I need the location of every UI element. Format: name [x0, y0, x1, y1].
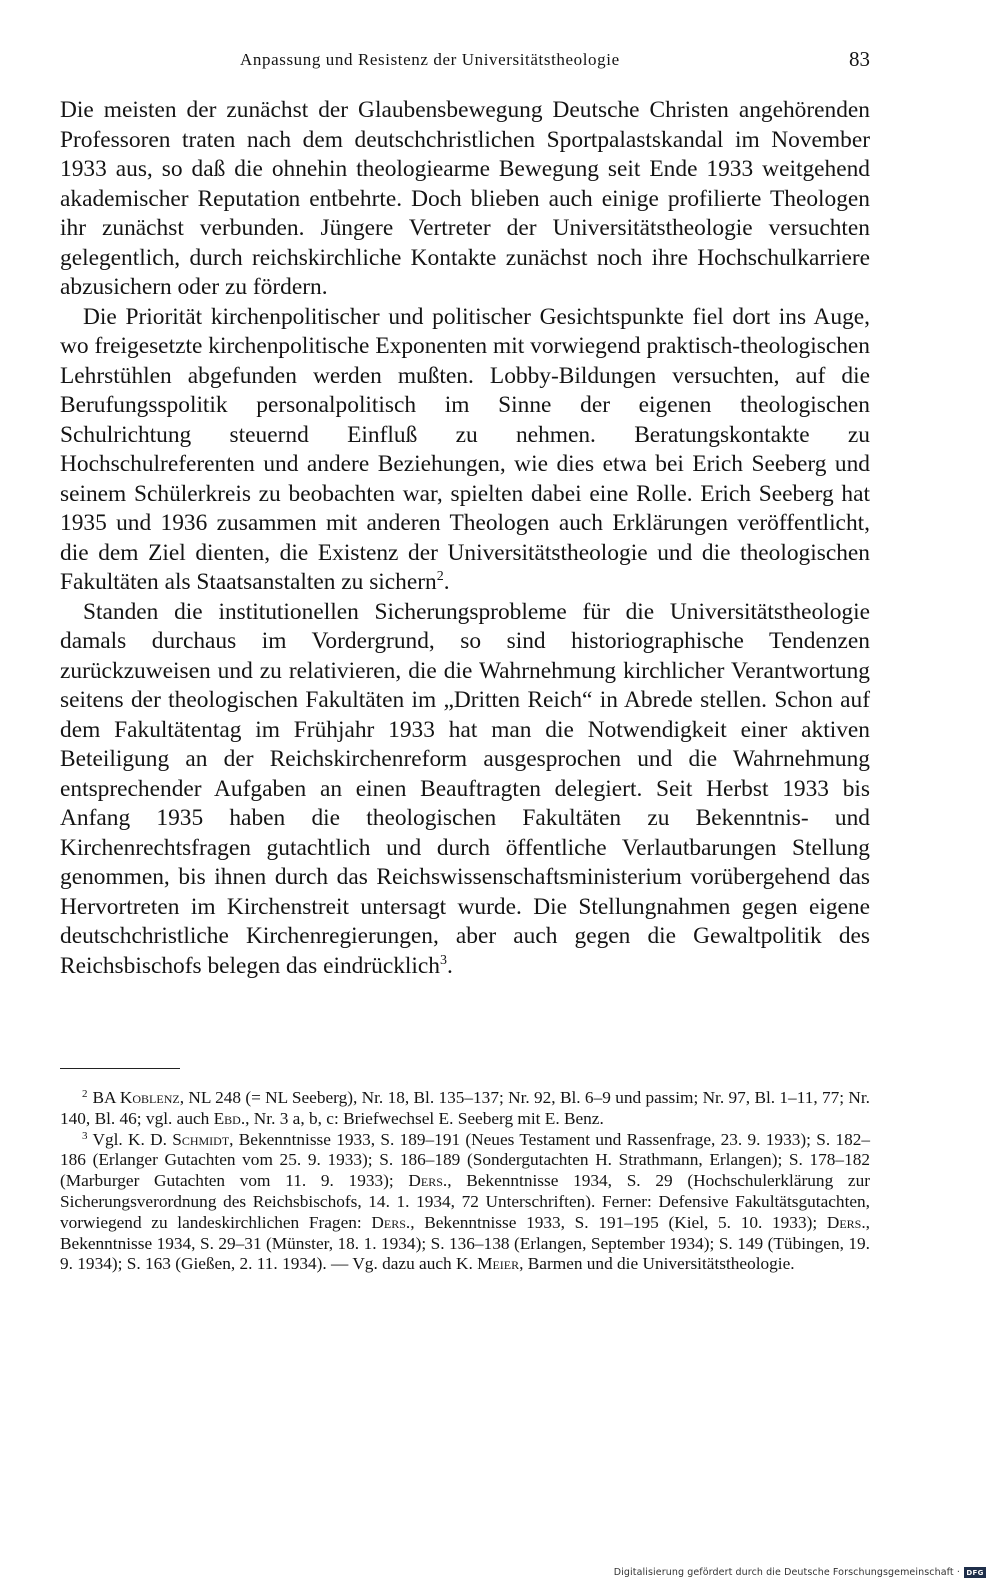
footnote-3-text: , Bekenntnisse 1934, S. 29 (Hochschulerklärung zur Sicherungsverordnung des Reichsbischofs, 14. 1. 1934, 72 Unterschriften). Ferner: Defensive Fakultätsgutachten, vorwiegend zu landeskirchlichen Fragen:	[60, 1171, 870, 1232]
digitization-credit-text: Digitalisierung gefördert durch die Deutsche Forschungsgemeinschaft ·	[613, 1567, 960, 1578]
paragraph-3	[60, 598, 870, 982]
dfg-logo: DFG	[964, 1567, 986, 1578]
footnote-3-text: , Bekenntnisse 1933, S. 191–195 (Kiel, 5. 10. 1933);	[410, 1212, 827, 1232]
footnote-2-text: BA	[92, 1088, 120, 1107]
footnote-3-text: Vgl. K. D.	[92, 1129, 173, 1149]
footnote-3-text: , Bekenntnisse 1934, S. 29–31 (Münster, 18. 1. 1934); S. 136–138 (Erlangen, September 1934); S. 149 (Tübingen, 19. 9. 1934); S. 163 (Gießen, 2. 11. 1934). — Vg. dazu auch K.	[60, 1212, 870, 1274]
running-header	[60, 47, 870, 77]
footnote-2-mark: 2	[82, 1088, 88, 1100]
paragraph-3-end: .	[446, 952, 453, 979]
footnote-3-author: Schmidt	[172, 1129, 230, 1149]
footnote-2-text: , NL 248 (= NL Seeberg), Nr. 18, Bl. 135–137; Nr. 92, Bl. 6–9 und passim; Nr. 97, Bl. 1–11, 77; Nr. 140, Bl. 46; vgl. auch	[60, 1088, 871, 1128]
footnote-3-ders: Ders.	[408, 1171, 448, 1191]
paragraph-1	[60, 96, 870, 303]
footnote-3	[60, 1130, 870, 1276]
main-text	[60, 96, 870, 981]
footnote-2	[60, 1088, 870, 1130]
footnote-3-author: Meier	[477, 1254, 520, 1274]
footnote-3-ders: Ders.	[826, 1212, 866, 1232]
footnote-2-text: , Nr. 3 a, b, c: Briefwechsel E. Seeberg mit E. Benz.	[245, 1108, 604, 1128]
paragraph-2-end: .	[443, 569, 450, 595]
footnote-2-ebd: Ebd.	[213, 1108, 246, 1128]
footnote-divider	[60, 1068, 180, 1069]
footnote-3-text: , Bekenntnisse 1933, S. 189–191 (Neues Testament und Rassenfrage, 23. 9. 1933); S. 182–186 (Erlanger Gutachten vom 25. 9. 1933); S. 186–189 (Sondergutachten H. Strathmann, Erlangen); S. 178–182 (Marburger Gutachten vom 11. 9. 1933);	[60, 1129, 870, 1191]
paragraph-2-text: Die Priorität kirchenpolitischer und politischer Gesichtspunkte fiel dort ins Auge, wo freigesetzte kirchenpolitische Exponenten mit vorwiegend praktisch-theologischen Lehrstühlen abgefunden werden mußten. Lobby-Bildungen versuchten, auf die Berufungsspolitik personalpolitisch im Sinne der eigenen theologischen Schulrichtung steuernd Einfluß zu nehmen. Beratungskontakte zu Hochschulreferenten und andere Beziehungen, wie dies etwa bei Erich Seeberg und seinem Schülerkreis zu beobachten war, spielten dabei eine Rolle. Erich Seeberg hat 1935 und 1936 zusammen mit anderen Theologen auch Erklärungen veröffentlicht, die dem Ziel dienten, die Existenz der Universitätstheologie und die theologischen Fakultäten als Staatsanstalten zu sichern	[60, 303, 870, 595]
running-title: Anpassung und Resistenz der Universitätstheologie	[240, 50, 620, 69]
footnote-3-text: , Barmen und die Universitätstheologie.	[519, 1254, 795, 1274]
footnote-ref-3[interactable]: 3	[439, 952, 447, 968]
paragraph-3-text: Standen die institutionellen Sicherungsprobleme für die Universitätstheologie damals durchaus im Vordergrund, so sind historiographische Tendenzen zurückzuweisen und zu relativieren, die die Wahrnehmung kirchlicher Verantwortung seitens der theologischen Fakultäten im „Dritten Reich“ in Abrede stellen. Schon auf dem Fakultätentag im Frühjahr 1933 hat man die Notwendigkeit einer aktiven Beteiligung an der Reichskirchenreform ausgesprochen und die Wahrnehmung entsprechender Aufgaben an einen Beauftragten delegiert. Seit Herbst 1933 bis Anfang 1935 haben die theologischen Fakultäten zu Bekenntnis- und Kirchenrechtsfragen gutachtlich und durch öffentliche Verlautbarungen Stellung genommen, bis ihnen durch das Reichswissenschaftsministerium vorübergehend das Hervortreten im Kirchenstreit untersagt wurde. Die Stellungnahmen gegen eigene deutschchristliche Kirchenregierungen, aber auch gegen die Gewaltpolitik des Reichsbischofs belegen das eindrücklich	[60, 598, 870, 979]
paragraph-2	[60, 303, 870, 598]
digitization-credit	[614, 1567, 986, 1578]
footnote-ref-2[interactable]: 2	[436, 569, 444, 584]
footnote-3-mark: 3	[82, 1129, 88, 1142]
page-number: 83	[849, 47, 870, 71]
footnotes	[60, 1088, 870, 1275]
paragraph-1-text: Die meisten der zunächst der Glaubensbewegung Deutsche Christen angehörenden Professoren traten nach dem deutschchristlichen Sportpalastskandal im November 1933 aus, so daß die ohnehin theologiearme Bewegung seit Ende 1933 weitgehend akademischer Reputation entbehrte. Doch blieben auch einige profilierte Theologen ihr zunächst verbunden. Jüngere Vertreter der Universitätstheologie versuchten gelegentlich, durch reichskirchliche Kontakte zunächst noch ihre Hochschulkarriere abzusichern oder zu fördern.	[60, 97, 870, 300]
footnote-3-ders: Ders.	[371, 1212, 411, 1232]
footnote-2-archive: Koblenz	[119, 1088, 180, 1107]
